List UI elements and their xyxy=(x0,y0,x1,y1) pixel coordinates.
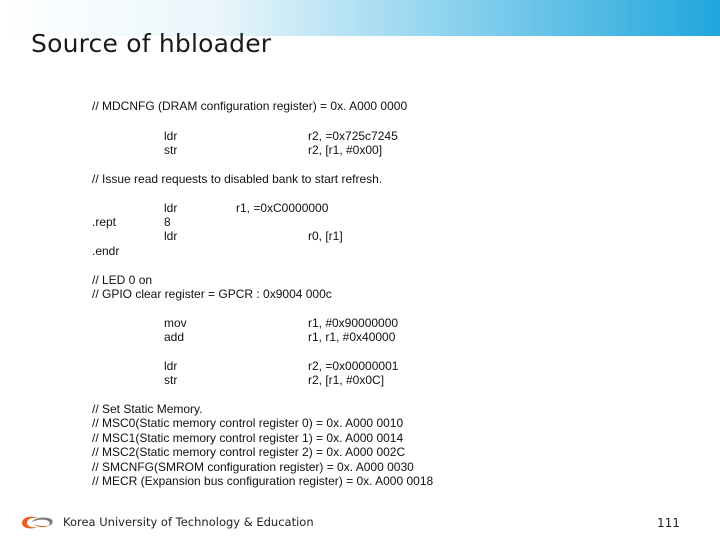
instr-ldr-4: ldr xyxy=(164,359,178,373)
comment-gpcr: // GPIO clear register = GPCR : 0x9004 000c xyxy=(92,287,332,301)
comment-mecr: // MECR (Expansion bus configuration register) = 0x. A000 0018 xyxy=(92,474,434,488)
comment-msc0: // MSC0(Static memory control register 0) = 0x. A000 0010 xyxy=(92,416,404,430)
instr-ldr-1: ldr xyxy=(164,129,178,143)
comment-refresh: // Issue read requests to disabled bank to start refresh. xyxy=(92,172,383,186)
rept-count: 8 xyxy=(164,215,171,229)
page-number: 111 xyxy=(657,516,680,530)
operand-str-1: r2, [r1, #0x00] xyxy=(308,143,383,157)
directive-endr: .endr xyxy=(92,244,120,258)
operand-ldr-4: r2, =0x00000001 xyxy=(308,359,399,373)
instr-mov: mov xyxy=(164,316,187,330)
operand-str-2: r2, [r1, #0x0C] xyxy=(308,373,385,387)
instr-ldr-3: ldr xyxy=(164,229,178,243)
instr-add: add xyxy=(164,330,185,344)
operand-ldr-3: r0, [r1] xyxy=(308,229,343,243)
instr-str-2: str xyxy=(164,373,178,387)
instr-str-1: str xyxy=(164,143,178,157)
operand-mov: r1, #0x90000000 xyxy=(308,316,399,330)
comment-msc1: // MSC1(Static memory control register 1) = 0x. A000 0014 xyxy=(92,431,404,445)
operand-ldr-1: r2, =0x725c7245 xyxy=(308,129,398,143)
slide-title: Source of hbloader xyxy=(31,29,272,58)
operand-add: r1, r1, #0x40000 xyxy=(308,330,396,344)
university-logo-icon xyxy=(18,514,56,530)
comment-led: // LED 0 on xyxy=(92,273,153,287)
comment-static-memory: // Set Static Memory. xyxy=(92,402,203,416)
operand-ldr-2: r1, =0xC0000000 xyxy=(236,201,329,215)
instr-ldr-2: ldr xyxy=(164,201,178,215)
directive-rept: .rept xyxy=(92,215,117,229)
comment-mdcnfg: // MDCNFG (DRAM configuration register) = 0x. A000 0000 xyxy=(92,99,408,113)
comment-msc2: // MSC2(Static memory control register 2) = 0x. A000 002C xyxy=(92,445,406,459)
footer-institution: Korea University of Technology & Education xyxy=(63,515,314,529)
comment-smcnfg: // SMCNFG(SMROM configuration register) = 0x. A000 0030 xyxy=(92,460,414,474)
